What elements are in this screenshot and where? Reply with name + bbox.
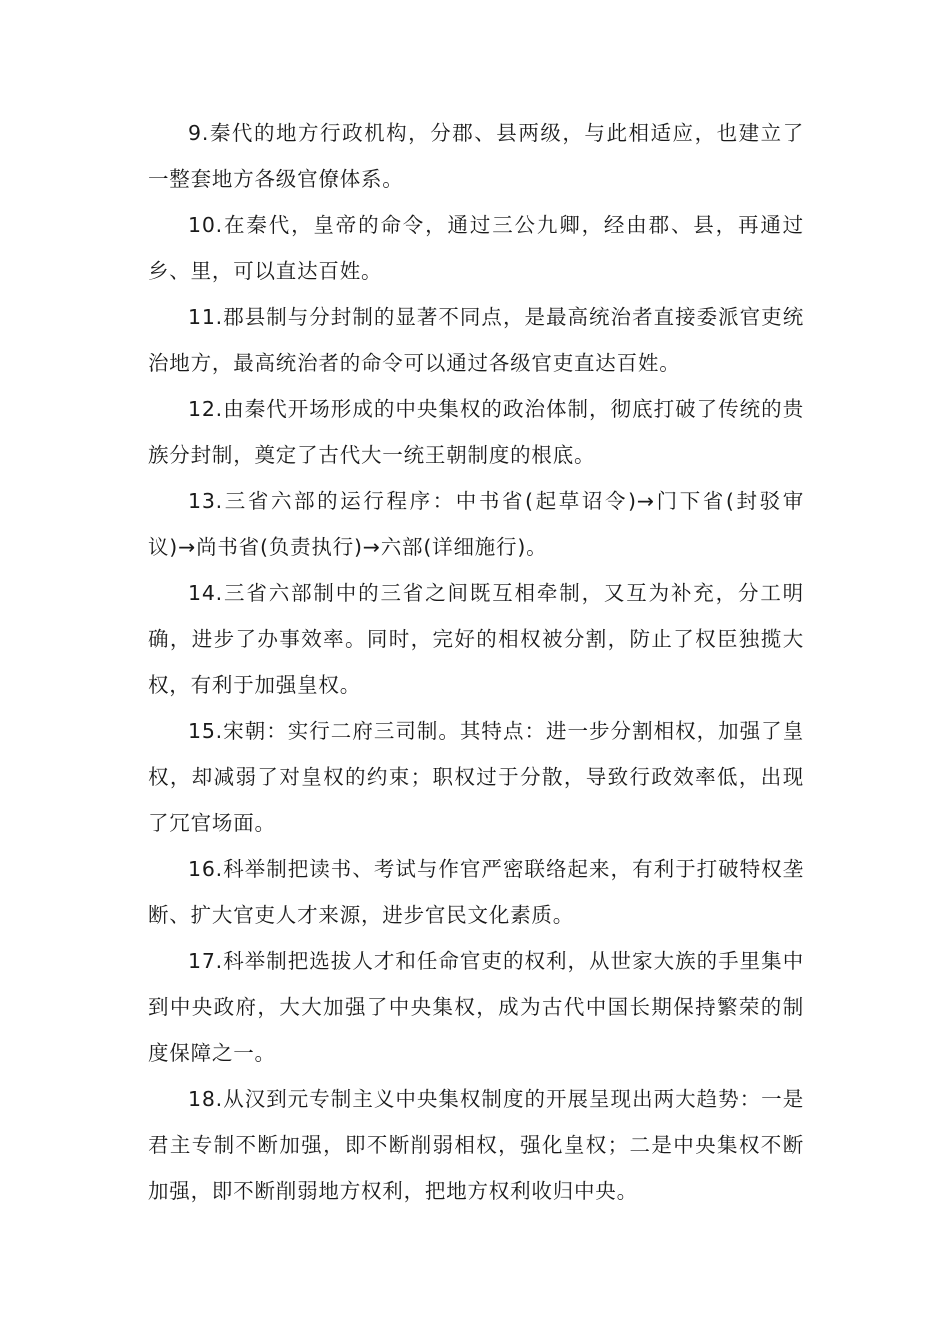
paragraph-12: 12.由秦代开场形成的中央集权的政治体制，彻底打破了传统的贵族分封制，奠定了古代大一统王朝制度的根底。 [148,397,804,467]
paragraph-14: 14.三省六部制中的三省之间既互相牵制，又互为补充，分工明确，进步了办事效率。同时，完好的相权被分割，防止了权臣独揽大权，有利于加强皇权。 [148,581,804,697]
paragraph-17: 17.科举制把选拔人才和任命官吏的权利，从世家大族的手里集中到中央政府，大大加强了中央集权，成为古代中国长期保持繁荣的制度保障之一。 [148,949,804,1065]
paragraph-9: 9.秦代的地方行政机构，分郡、县两级，与此相适应，也建立了一整套地方各级官僚体系。 [148,121,804,191]
document-body [148,110,804,1214]
paragraph-10: 10.在秦代，皇帝的命令，通过三公九卿，经由郡、县，再通过乡、里，可以直达百姓。 [148,213,804,283]
paragraph-13: 13.三省六部的运行程序：中书省(起草诏令)→门下省(封驳审议)→尚书省(负责执行)→六部(详细施行)。 [148,489,804,559]
paragraph-16: 16.科举制把读书、考试与作官严密联络起来，有利于打破特权垄断、扩大官吏人才来源，进步官民文化素质。 [148,857,804,927]
paragraph-18: 18.从汉到元专制主义中央集权制度的开展呈现出两大趋势：一是君主专制不断加强，即不断削弱相权，强化皇权；二是中央集权不断加强，即不断削弱地方权利，把地方权利收归中央。 [148,1087,804,1203]
paragraph-15: 15.宋朝：实行二府三司制。其特点：进一步分割相权，加强了皇权，却减弱了对皇权的约束；职权过于分散，导致行政效率低，出现了冗官场面。 [148,719,804,835]
paragraph-11: 11.郡县制与分封制的显著不同点，是最高统治者直接委派官吏统治地方，最高统治者的命令可以通过各级官吏直达百姓。 [148,305,804,375]
